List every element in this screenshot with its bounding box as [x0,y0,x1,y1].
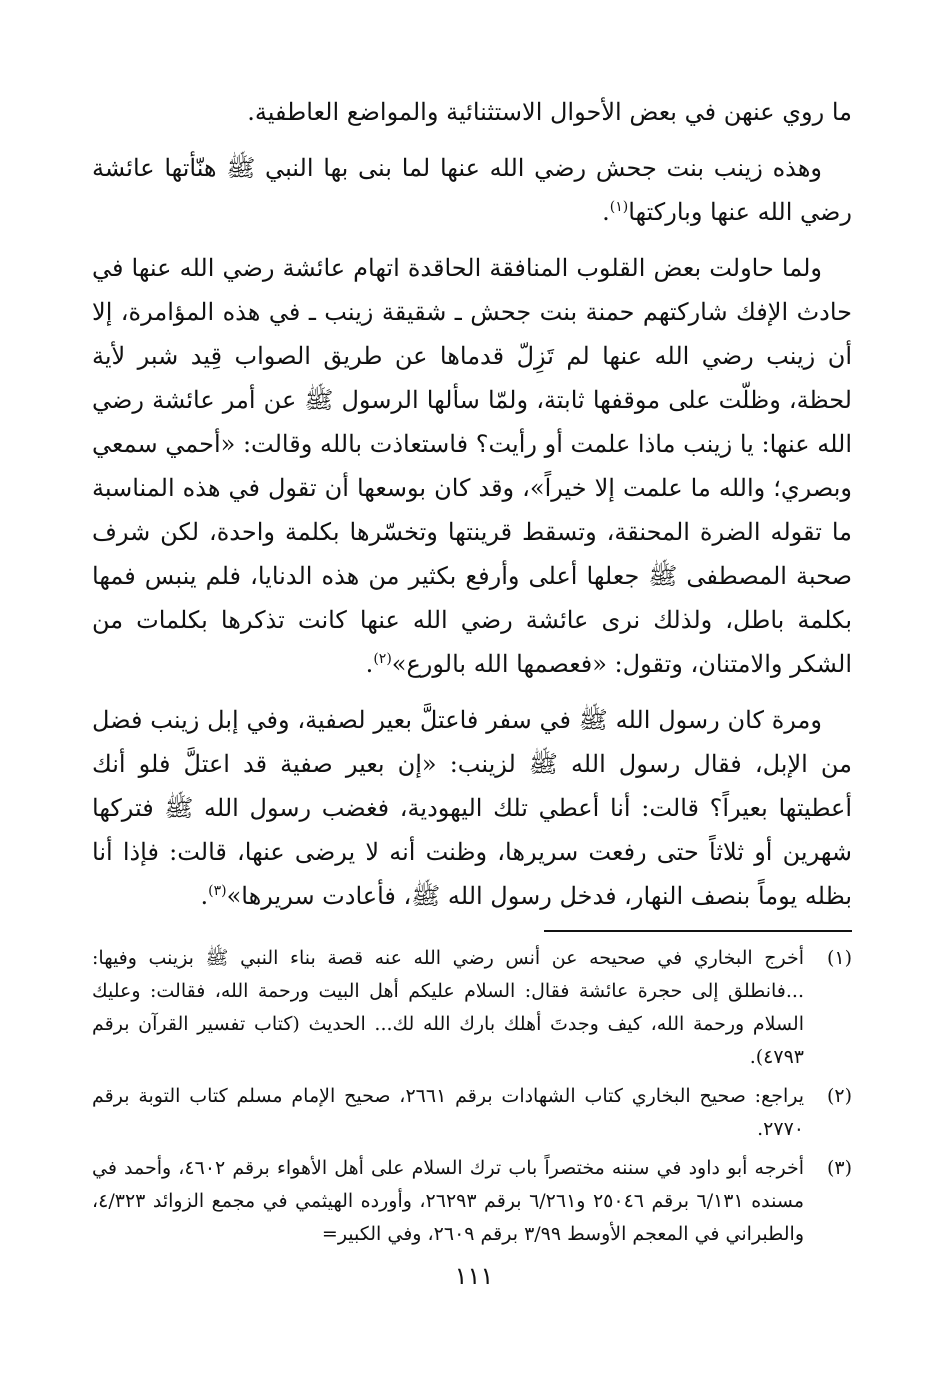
paragraph-3-tail: . [365,650,374,678]
paragraph-3-text: ولما حاولت بعض القلوب المنافقة الحاقدة اتهام عائشة رضي الله عنها في حادث الإفك شاركتهم حمنة بنت جحش ـ شقيقة زينب ـ في هذه المؤامرة، إلا أن زينب رضي الله عنها لم تَزِلّ قدماها عن طريق الصواب قِيد شبر لأية لحظة، وظلّت على موقفها ثابتة، ولمّا سألها الرسول ﷺ عن أمر عائشة رضي الله عنها: يا زينب ماذا علمت أو رأيت؟ فاستعاذت بالله وقالت: «أحمي سمعي وبصري؛ والله ما علمت إلا خيراً»، وقد كان بوسعها أن تقول في هذه المناسبة ما تقوله الضرة المحنقة، وتسقط قرينتها وتخسّرها بكلمة واحدة، لكن شرف صحبة المصطفى ﷺ جعلها أعلى وأرفع بكثير من هذه الدنايا، فلم ينبس فمها بكلمة باطل، ولذلك نرى عائشة رضي الله عنها كانت تذكرها بكلمات من الشكر والامتنان، وتقول: «فعصمها الله بالورع» [92,254,852,678]
paragraph-2 [92,146,852,234]
paragraph-4-text: ومرة كان رسول الله ﷺ في سفر فاعتلَّ بعير لصفية، وفي إبل زينب فضل من الإبل، فقال رسول الله ﷺ لزينب: «إن بعير صفية قد اعتلَّ فلو أنك أعطيتها بعيراً؟ قالت: أنا أعطي تلك اليهودية، فغضب رسول الله ﷺ فتركها شهرين أو ثلاثاً حتى رفعت سريرها، وظنت أنه لا يرضى عنها، قالت: فإذا أنا بظله يوماً بنصف النهار، فدخل رسول الله ﷺ، فأعادت سريرها» [92,706,852,910]
main-text [92,90,852,930]
footnote-divider [544,930,852,932]
paragraph-4-tail: . [200,882,209,910]
footnote-2-text: يراجع: صحيح البخاري كتاب الشهادات برقم ٢٦٦١، صحيح الإمام مسلم كتاب التوبة برقم ٢٧٧٠. [92,1085,804,1140]
footnote-2-number: (٢) [826,1085,852,1107]
footnote-ref-3[interactable]: (٣) [208,883,227,899]
footnote-2 [92,1080,852,1146]
footnote-3-number: (٣) [826,1157,852,1179]
footnote-1-number: (١) [826,947,852,969]
footnote-1-text: أخرج البخاري في صحيحه عن أنس رضي الله عنه قصة بناء النبي ﷺ بزينب وفيها: ...فانطلق إلى حجرة عائشة فقال: السلام عليكم أهل البيت ورحمة الله، فقالت: وعليك السلام ورحمة الله، كيف وجدتَ أهلك بارك الله لك... الحديث (كتاب تفسير القرآن برقم ٤٧٩٣). [92,947,804,1068]
paragraph-1-text: ما روي عنهن في بعض الأحوال الاستثنائية والمواضع العاطفية. [247,98,852,126]
paragraph-2-text: وهذه زينب بنت جحش رضي الله عنها لما بنى بها النبي ﷺ هنّأتها عائشة رضي الله عنها وباركتها [92,154,852,226]
footnote-ref-1[interactable]: (١) [609,199,629,215]
footnote-3 [92,1152,852,1251]
paragraph-2-tail: . [602,198,610,226]
page-number: ١١١ [454,1262,494,1290]
footnote-ref-2[interactable]: (٢) [373,651,392,667]
paragraph-3 [92,246,852,686]
paragraph-1 [92,90,852,134]
footnote-1 [92,942,852,1074]
footnotes [92,942,852,1257]
paragraph-4 [92,698,852,918]
footnote-3-text: أخرجه أبو داود في سننه مختصراً باب ترك السلام على أهل الأهواء برقم ٤٦٠٢، وأحمد في مسنده ٦/١٣١ برقم ٢٥٠٤٦ و٦/٢٦١ برقم ٢٦٢٩٣، وأورده الهيثمي في مجمع الزوائد ٤/٣٢٣، والطبراني في المعجم الأوسط ٣/٩٩ برقم ٢٦٠٩، وفي الكبير= [92,1157,805,1245]
